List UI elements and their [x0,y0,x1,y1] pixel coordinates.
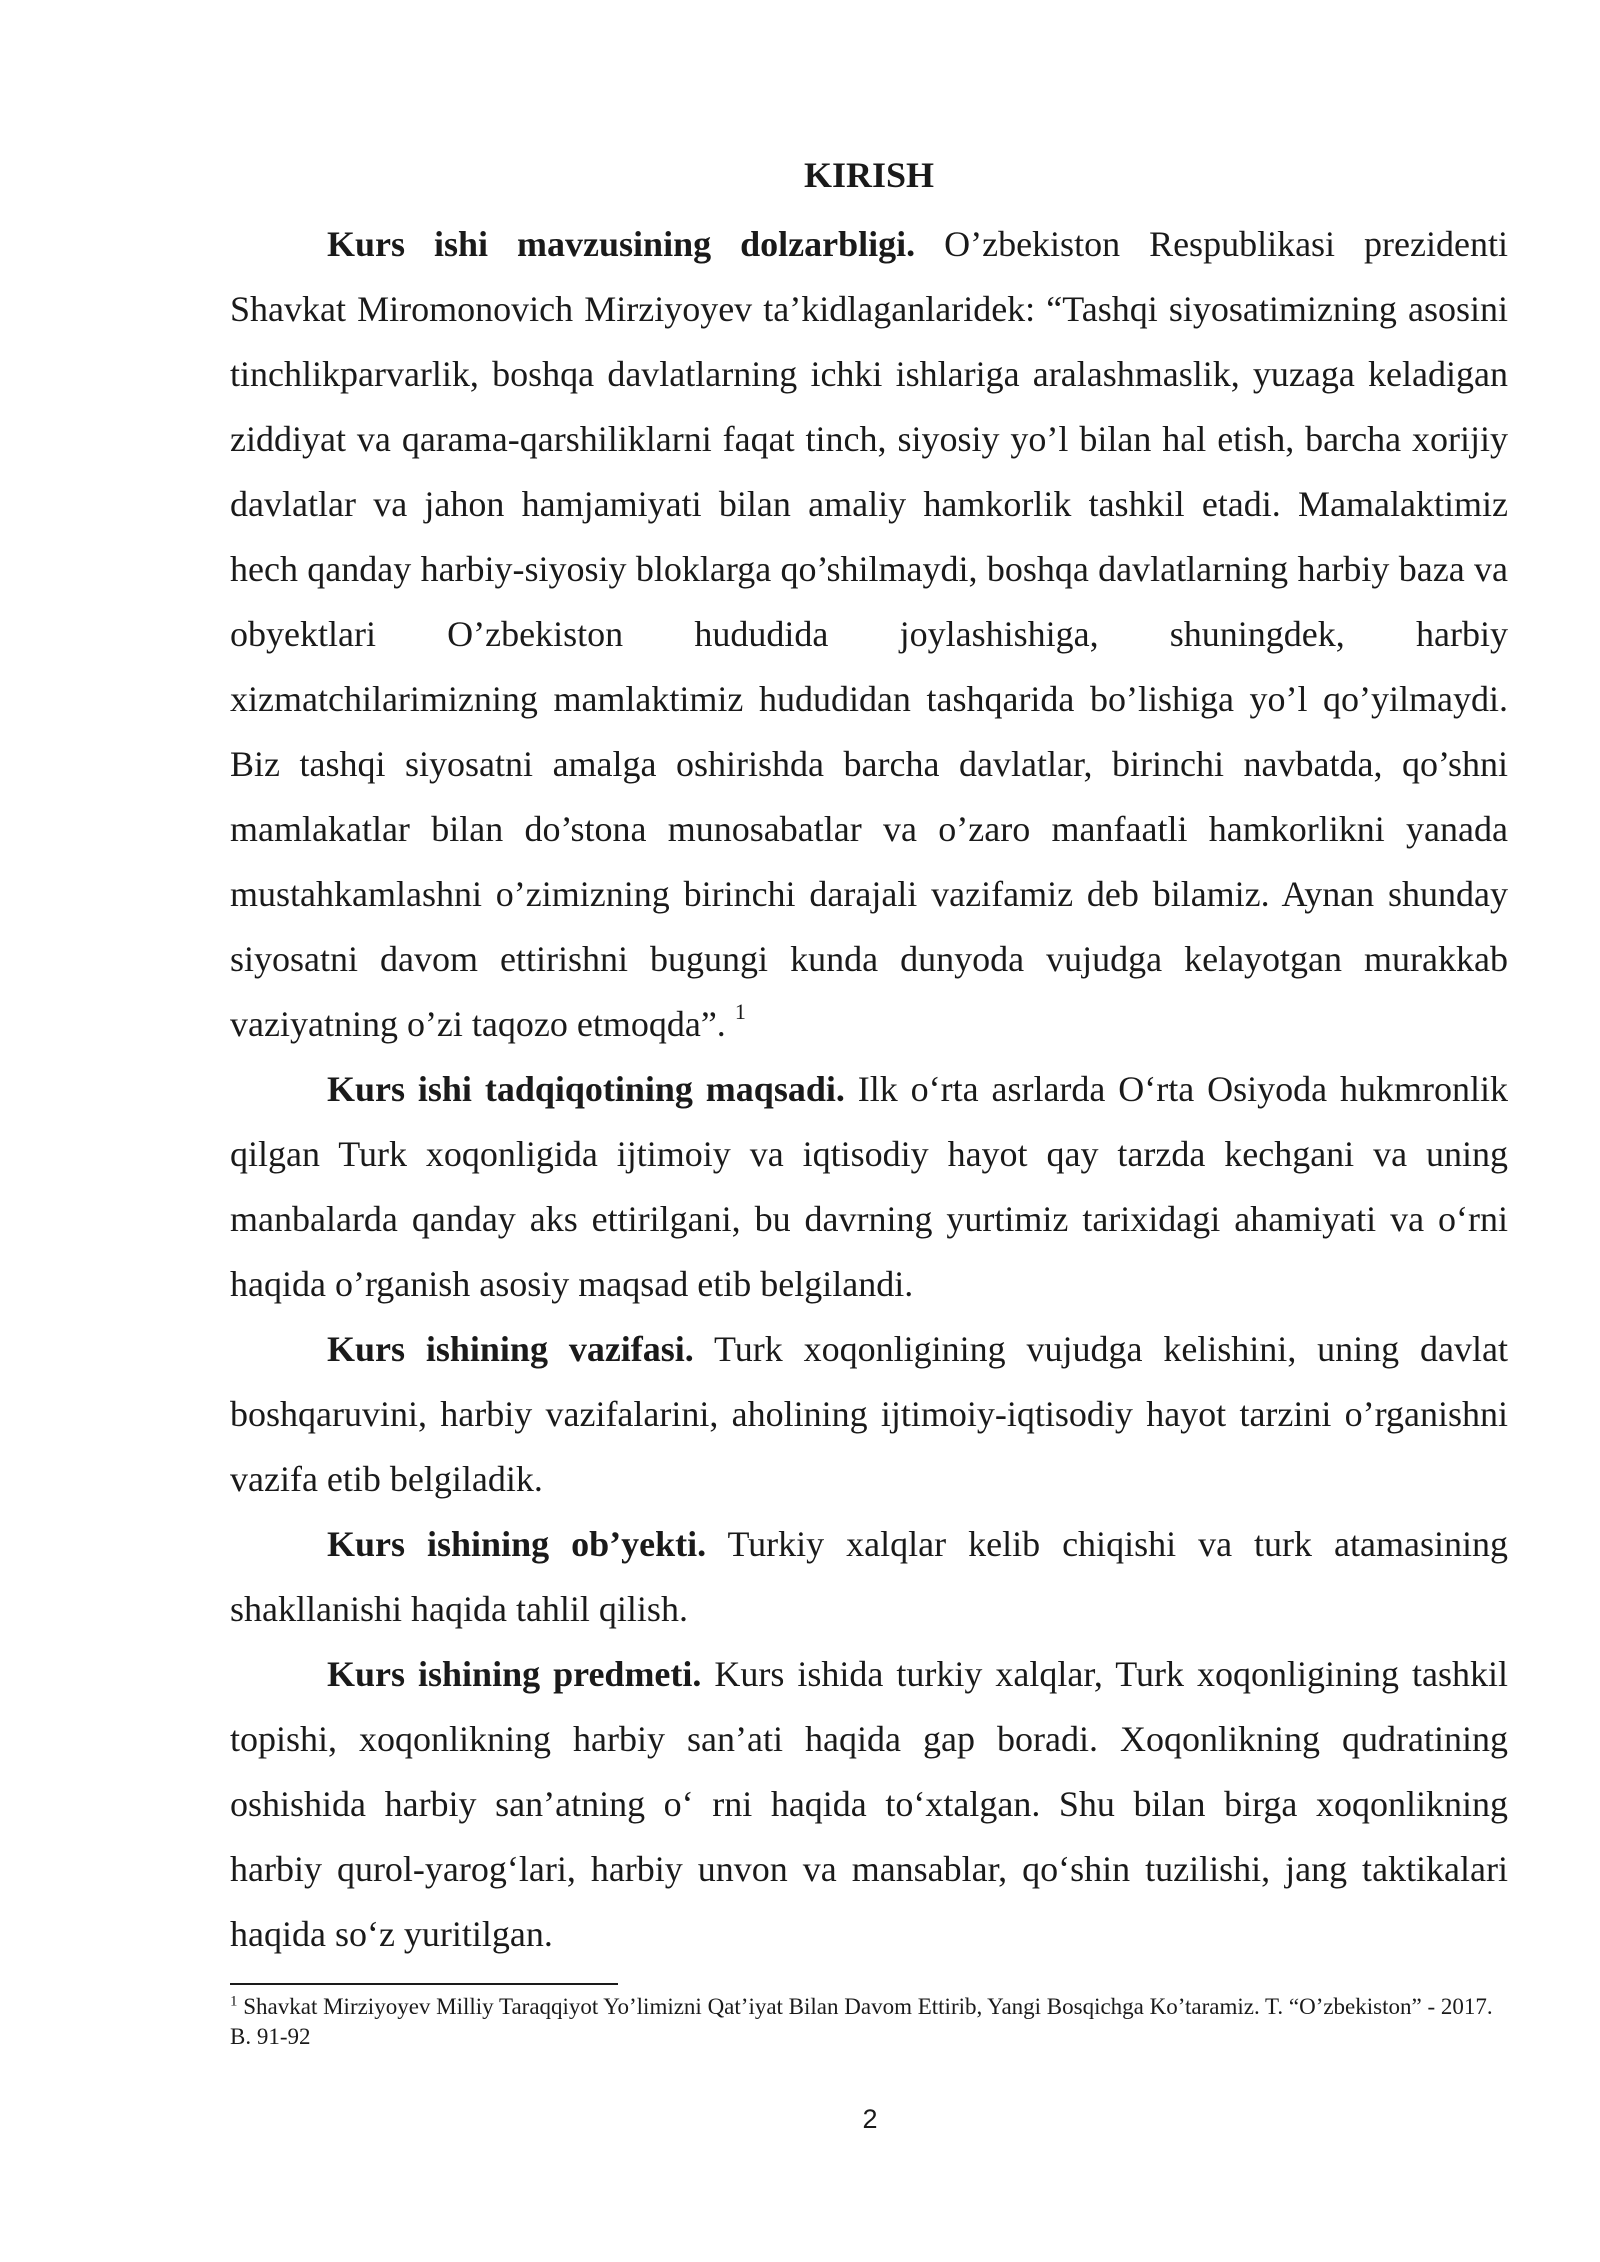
paragraph-task [230,1317,1508,1512]
paragraph-text: Turk xoqonligining vujudga kelishini, uning davlat boshqaruvini, harbiy vazifalarini, aholining ijtimoiy-iqtisodiy hayot tarzini o’rganishni vazifa etib belgiladik. [230,1329,1509,1499]
paragraph-goal [230,1057,1508,1317]
body-text [230,212,1508,1967]
paragraph-text: O’zbekiston Respublikasi prezidenti Shavkat Miromonovich Mirziyoyev ta’kidlaganlaridek: “Tashqi siyosatimizning asosini tinchlikparvarlik, boshqa davlatlarning ichki ishlariga aralashmaslik, yuzaga keladigan ziddiyat va qarama-qarshiliklarni faqat tinch, siyosiy yo’l bilan hal etish, barcha xorijiy davlatlar va jahon hamjamiyati bilan amaliy hamkorlik tashkil etadi. Mamalaktimiz hech qanday harbiy-siyosiy bloklarga qo’shilmaydi, boshqa davlatlarning harbiy baza va obyektlari O’zbekiston hududida joylashishiga, shuningdek, harbiy xizmatchilarimizning mamlaktimiz hududidan tashqarida bo’lishiga yo’l qo’yilmaydi. Biz tashqi siyosatni amalga oshirishda barcha davlatlar, birinchi navbatda, qo’shni mamlakatlar bilan do’stona munosabatlar va o’zaro manfaatli hamkorlikni yanada mustahkamlashni o’zimizning birinchi darajali vazifamiz deb bilamiz. Aynan shunday siyosatni davom ettirishni bugungi kunda dunyoda vujudga kelayotgan murakkab vaziyatning o’zi taqozo etmoqda”. [230,224,1508,1044]
paragraph-subject [230,1642,1508,1967]
footnote-reference[interactable]: 1 [734,999,746,1024]
footnote-separator [230,1983,618,1985]
page-number: 2 [862,2104,878,2134]
paragraph-object [230,1512,1508,1642]
paragraph-text: Kurs ishida turkiy xalqlar, Turk xoqonligining tashkil topishi, xoqonlikning harbiy san’ati haqida gap boradi. Xoqonlikning qudratining oshishida harbiy san’atning o‘ rni haqida to‘xtalgan. Shu bilan birga xoqonlikning harbiy qurol-yarog‘lari, harbiy unvon va mansablar, qo‘shin tuzilishi, jang taktikalari haqida so‘z yuritilgan. [230,1654,1508,1954]
paragraph-lead: Kurs ishi tadqiqotining maqsadi. [327,1069,845,1109]
footnote-number: 1 [230,1993,238,2010]
paragraph-lead: Kurs ishi mavzusining dolzarbligi. [327,224,916,264]
footnote [230,1992,1508,2052]
paragraph-relevance [230,212,1508,1057]
footnote-text: Shavkat Mirziyoyev Milliy Taraqqiyot Yo’limizni Qat’iyat Bilan Davom Ettirib, Yangi Bosqichga Ko’taramiz. T. “O’zbekiston” - 2017. B. 91-92 [230,1994,1493,2049]
paragraph-lead: Kurs ishining ob’yekti. [327,1524,707,1564]
paragraph-lead: Kurs ishining vazifasi. [327,1329,694,1369]
paragraph-text: Ilk o‘rta asrlarda O‘rta Osiyoda hukmronlik qilgan Turk xoqonligida ijtimoiy va iqtisodiy hayot qay tarzda kechgani va uning manbalarda qanday aks ettirilgani, bu davrning yurtimiz tarixidagi ahamiyati va o‘rni haqida o’rganish asosiy maqsad etib belgilandi. [230,1069,1509,1304]
paragraph-text: Turkiy xalqlar kelib chiqishi va turk atamasining shakllanishi haqida tahlil qilish. [230,1524,1508,1629]
paragraph-lead: Kurs ishining predmeti. [327,1654,702,1694]
section-heading: KIRISH [803,155,935,195]
